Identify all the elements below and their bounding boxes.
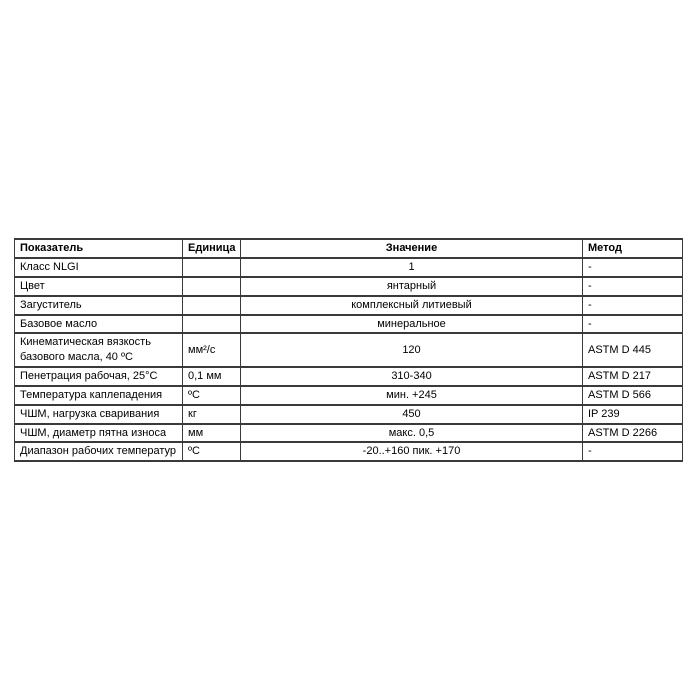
- column-header-unit: Единица: [183, 239, 241, 258]
- table-row: [15, 258, 683, 277]
- cell-unit: мм²/с: [183, 333, 241, 367]
- cell-method: -: [583, 315, 683, 334]
- table-row: [15, 424, 683, 443]
- cell-method: ASTM D 2266: [583, 424, 683, 443]
- cell-value: янтарный: [241, 277, 583, 296]
- specifications-table: [14, 238, 683, 462]
- cell-value: комплексный литиевый: [241, 296, 583, 315]
- table-row: [15, 296, 683, 315]
- cell-method: IP 239: [583, 405, 683, 424]
- cell-unit: [183, 315, 241, 334]
- cell-value: 1: [241, 258, 583, 277]
- cell-indicator: Температура каплепадения: [15, 386, 183, 405]
- cell-indicator: ЧШМ, нагрузка сваривания: [15, 405, 183, 424]
- cell-method: -: [583, 442, 683, 461]
- cell-method: ASTM D 217: [583, 367, 683, 386]
- cell-method: ASTM D 445: [583, 333, 683, 367]
- table-row: [15, 386, 683, 405]
- cell-unit: мм: [183, 424, 241, 443]
- table-row: [15, 333, 683, 367]
- cell-value: мин. +245: [241, 386, 583, 405]
- cell-unit: 0,1 мм: [183, 367, 241, 386]
- cell-unit: [183, 277, 241, 296]
- cell-unit: кг: [183, 405, 241, 424]
- table-row: [15, 315, 683, 334]
- cell-value: 310-340: [241, 367, 583, 386]
- table-row: [15, 277, 683, 296]
- cell-method: -: [583, 277, 683, 296]
- column-header-value: Значение: [241, 239, 583, 258]
- cell-value: -20..+160 пик. +170: [241, 442, 583, 461]
- cell-indicator: Класс NLGI: [15, 258, 183, 277]
- cell-indicator: Базовое масло: [15, 315, 183, 334]
- cell-method: ASTM D 566: [583, 386, 683, 405]
- cell-method: -: [583, 258, 683, 277]
- cell-value: минеральное: [241, 315, 583, 334]
- cell-unit: [183, 258, 241, 277]
- cell-indicator: Кинематическая вязкость базового масла, 40 ºС: [15, 333, 183, 367]
- cell-value: 120: [241, 333, 583, 367]
- cell-indicator: ЧШМ, диаметр пятна износа: [15, 424, 183, 443]
- cell-method: -: [583, 296, 683, 315]
- cell-unit: ºС: [183, 386, 241, 405]
- table-header-row: [15, 239, 683, 258]
- cell-value: макс. 0,5: [241, 424, 583, 443]
- cell-unit: [183, 296, 241, 315]
- cell-indicator: Загуститель: [15, 296, 183, 315]
- cell-unit: ºС: [183, 442, 241, 461]
- column-header-indicator: Показатель: [15, 239, 183, 258]
- table-row: [15, 405, 683, 424]
- table-row: [15, 442, 683, 461]
- column-header-method: Метод: [583, 239, 683, 258]
- table-row: [15, 367, 683, 386]
- cell-indicator: Пенетрация рабочая, 25°С: [15, 367, 183, 386]
- cell-value: 450: [241, 405, 583, 424]
- cell-indicator: Цвет: [15, 277, 183, 296]
- cell-indicator: Диапазон рабочих температур: [15, 442, 183, 461]
